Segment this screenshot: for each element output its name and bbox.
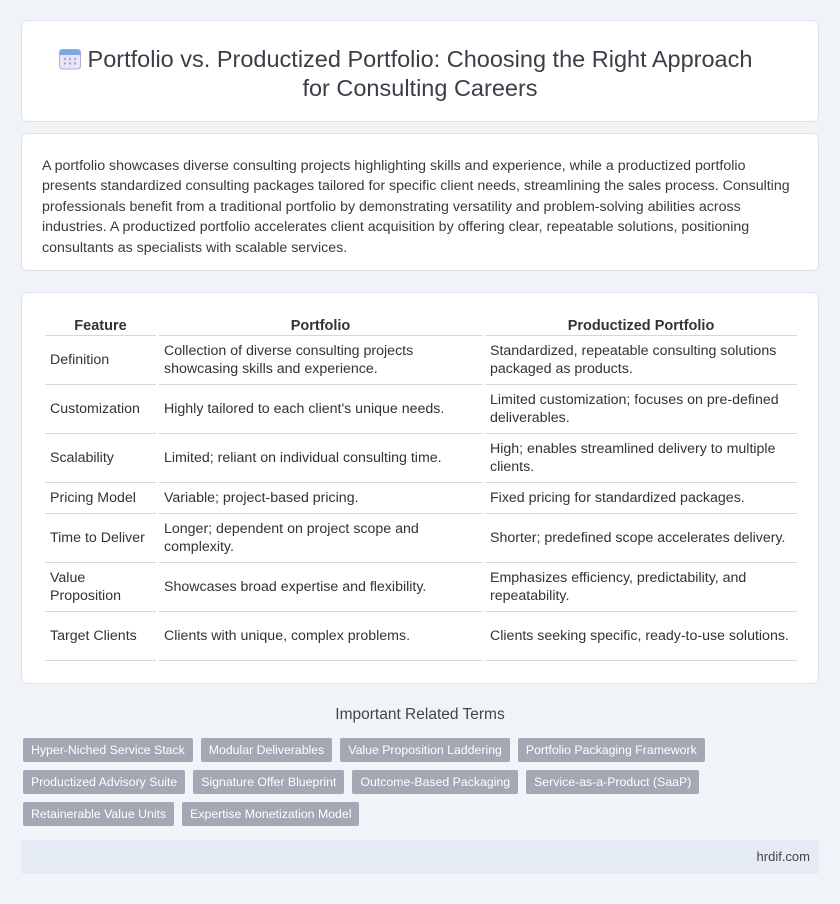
header-productized-portfolio: Productized Portfolio — [485, 317, 797, 336]
related-tag[interactable]: Portfolio Packaging Framework — [518, 738, 705, 762]
comparison-card — [21, 292, 819, 684]
related-tag[interactable]: Hyper-Niched Service Stack — [23, 738, 193, 762]
row-productized: Shorter; predefined scope accelerates delivery. — [485, 514, 797, 563]
row-portfolio: Showcases broad expertise and flexibility. — [159, 563, 482, 612]
row-feature: Time to Deliver — [45, 514, 156, 563]
row-feature: Scalability — [45, 434, 156, 483]
row-portfolio: Longer; dependent on project scope and complexity. — [159, 514, 482, 563]
row-portfolio: Highly tailored to each client's unique needs. — [159, 385, 482, 434]
page-title-line-2: for Consulting Careers — [302, 75, 538, 101]
related-tag[interactable]: Productized Advisory Suite — [23, 770, 185, 794]
related-terms-tags — [23, 738, 723, 826]
related-tag[interactable]: Retainerable Value Units — [23, 802, 174, 826]
related-tag[interactable]: Outcome-Based Packaging — [352, 770, 518, 794]
intro-paragraph: A portfolio showcases diverse consulting projects highlighting skills and experience, while a productized portfolio presents standardized consulting packages tailored for specific client needs, streamlining the sales process. Consulting professionals benefit from a traditional portfolio by demonstrating versatility and problem-solving abilities across industries. A productized portfolio accelerates client acquisition by offering clear, repeatable solutions, positioning consultants as specialists with scalable services. — [42, 158, 790, 256]
row-productized: Limited customization; focuses on pre-defined deliverables. — [485, 385, 797, 434]
page-title — [22, 45, 818, 103]
comparison-table — [42, 317, 800, 661]
row-portfolio: Collection of diverse consulting projects showcasing skills and experience. — [159, 336, 482, 385]
row-productized: High; enables streamlined delivery to multiple clients. — [485, 434, 797, 483]
table-header-row — [45, 317, 797, 336]
related-tag[interactable]: Signature Offer Blueprint — [193, 770, 344, 794]
intro-card — [21, 133, 819, 271]
table-row — [45, 336, 797, 385]
table-row — [45, 434, 797, 483]
footer-bar — [21, 840, 819, 874]
related-tag[interactable]: Expertise Monetization Model — [182, 802, 359, 826]
header-portfolio: Portfolio — [159, 317, 482, 336]
row-productized: Standardized, repeatable consulting solutions packaged as products. — [485, 336, 797, 385]
row-feature: Target Clients — [45, 612, 156, 661]
row-portfolio: Clients with unique, complex problems. — [159, 612, 482, 661]
row-productized: Emphasizes efficiency, predictability, and repeatability. — [485, 563, 797, 612]
related-tag[interactable]: Modular Deliverables — [201, 738, 333, 762]
row-feature: Definition — [45, 336, 156, 385]
page-title-line-1: Portfolio vs. Productized Portfolio: Choosing the Right Approach — [87, 46, 753, 72]
row-feature: Pricing Model — [45, 483, 156, 514]
row-feature: Customization — [45, 385, 156, 434]
row-productized: Fixed pricing for standardized packages. — [485, 483, 797, 514]
related-terms-heading: Important Related Terms — [335, 706, 505, 723]
table-row — [45, 563, 797, 612]
row-portfolio: Variable; project-based pricing. — [159, 483, 482, 514]
footer-site-link[interactable]: hrdif.com — [756, 849, 810, 864]
table-row — [45, 612, 797, 661]
table-row — [45, 514, 797, 563]
related-tag[interactable]: Service-as-a-Product (SaaP) — [526, 770, 699, 794]
row-portfolio: Limited; reliant on individual consulting time. — [159, 434, 482, 483]
table-row — [45, 385, 797, 434]
table-row — [45, 483, 797, 514]
related-tag[interactable]: Value Proposition Laddering — [340, 738, 510, 762]
header-feature: Feature — [45, 317, 156, 336]
row-productized: Clients seeking specific, ready-to-use solutions. — [485, 612, 797, 661]
row-feature: Value Proposition — [45, 563, 156, 612]
title-card — [21, 20, 819, 122]
